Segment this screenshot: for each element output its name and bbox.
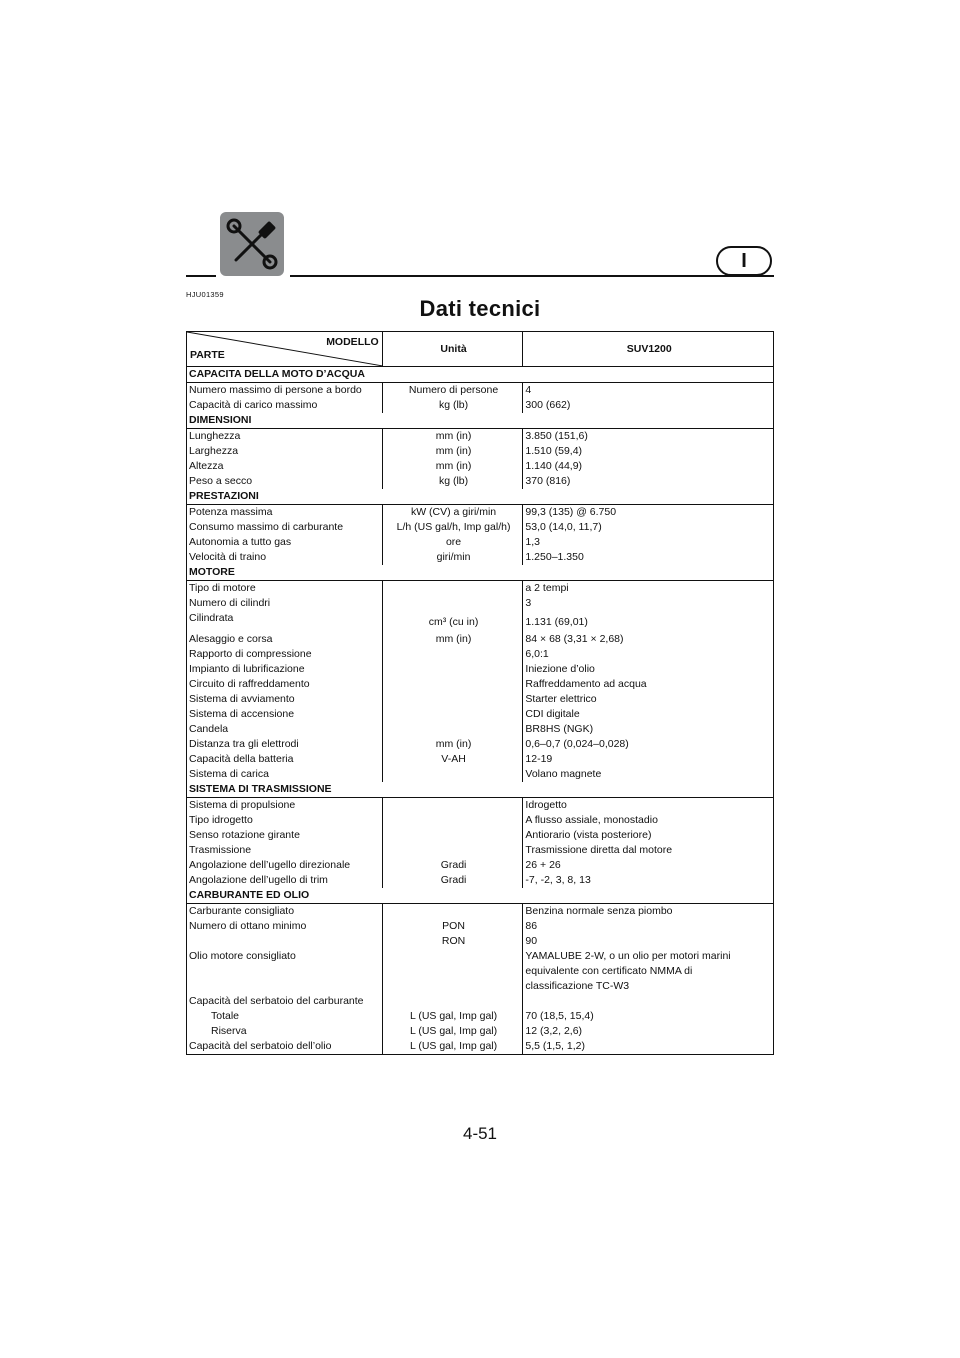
table-row <box>187 632 774 647</box>
spec-unit: L (US gal, Imp gal) <box>382 1039 523 1055</box>
table-row <box>187 692 774 707</box>
spec-value: 5,5 (1,5, 1,2) <box>523 1039 774 1055</box>
spec-value: a 2 tempi <box>523 581 774 597</box>
spec-part: Riserva <box>211 1025 247 1037</box>
section-title: PRESTAZIONI <box>187 489 774 505</box>
spec-part: Angolazione dell’ugello di trim <box>189 874 328 886</box>
spec-value: 12-19 <box>523 752 774 767</box>
spec-unit: Numero di persone <box>382 383 523 399</box>
spec-value: 12 (3,2, 2,6) <box>523 1024 774 1039</box>
spec-part: Consumo massimo di carburante <box>189 521 344 533</box>
language-badge: I <box>716 246 772 276</box>
spec-part: Capacità della batteria <box>189 753 294 765</box>
spec-unit <box>382 813 523 828</box>
table-header-row <box>187 332 774 367</box>
spec-part: Peso a secco <box>189 475 253 487</box>
table-row <box>187 798 774 814</box>
spec-part: Distanza tra gli elettrodi <box>189 738 299 750</box>
table-row <box>187 520 774 535</box>
spec-part: Lunghezza <box>189 430 241 442</box>
spec-table <box>186 331 774 1055</box>
table-row <box>187 459 774 474</box>
spec-value: 1,3 <box>523 535 774 550</box>
spec-value: 4 <box>523 383 774 399</box>
spec-value: 0,6–0,7 (0,024–0,028) <box>523 737 774 752</box>
table-row <box>187 737 774 752</box>
table-row <box>187 444 774 459</box>
table-row <box>187 767 774 782</box>
spec-part: Capacità di carico massimo <box>189 399 318 411</box>
section-title: CAPACITA DELLA MOTO D’ACQUA <box>187 367 774 383</box>
spec-unit: L (US gal, Imp gal) <box>382 1024 523 1039</box>
spec-value: 1.510 (59,4) <box>523 444 774 459</box>
section-header-row <box>187 413 774 429</box>
spec-unit: kg (lb) <box>382 398 523 413</box>
header-part-label: PARTE <box>190 349 225 361</box>
spec-part: Larghezza <box>189 445 239 457</box>
section-header-row <box>187 565 774 581</box>
spec-part: Candela <box>189 723 229 735</box>
header-rule-right <box>290 275 774 277</box>
spec-unit: mm (in) <box>382 632 523 647</box>
spec-unit <box>382 722 523 737</box>
spec-unit: L (US gal, Imp gal) <box>382 1009 523 1024</box>
table-row <box>187 813 774 828</box>
spec-part: Autonomia a tutto gas <box>189 536 292 548</box>
spec-value: 1.250–1.350 <box>523 550 774 565</box>
table-row <box>187 677 774 692</box>
header-unit: Unità <box>382 332 523 367</box>
spec-part: Velocità di traino <box>189 551 267 563</box>
section-title: MOTORE <box>187 565 774 581</box>
spec-value: Trasmissione diretta dal motore <box>523 843 774 858</box>
spec-part: Sistema di carica <box>189 768 269 780</box>
spec-unit: L/h (US gal/h, Imp gal/h) <box>382 520 523 535</box>
spec-value: 300 (662) <box>523 398 774 413</box>
section-title: CARBURANTE ED OLIO <box>187 888 774 904</box>
spec-value: CDI digitale <box>523 707 774 722</box>
spec-part: Senso rotazione girante <box>189 829 300 841</box>
section-header-row <box>187 782 774 798</box>
spec-unit: Gradi <box>382 873 523 888</box>
spec-unit: ore <box>382 535 523 550</box>
header-rule-left <box>186 275 216 277</box>
spec-unit <box>382 843 523 858</box>
spec-value: A flusso assiale, monostadio <box>523 813 774 828</box>
table-row <box>187 662 774 677</box>
spec-value: 84 × 68 (3,31 × 2,68) <box>523 632 774 647</box>
spec-value: 1.140 (44,9) <box>523 459 774 474</box>
table-row <box>187 647 774 662</box>
spec-unit <box>382 707 523 722</box>
spec-part: Sistema di propulsione <box>189 799 296 811</box>
spec-value: -7, -2, 3, 8, 13 <box>523 873 774 888</box>
spec-value: Iniezione d’olio <box>523 662 774 677</box>
spec-part: Carburante consigliato <box>189 905 295 917</box>
page-title: Dati tecnici <box>419 296 541 321</box>
spec-value: Benzina normale senza piombo <box>523 904 774 920</box>
spec-part: Impianto di lubrificazione <box>189 663 305 675</box>
table-row <box>187 1024 774 1039</box>
spec-unit: kg (lb) <box>382 474 523 489</box>
table-row <box>187 581 774 597</box>
spec-value: 1.131 (69,01) <box>523 611 774 632</box>
table-row <box>187 873 774 888</box>
spec-part: Angolazione dell’ugello direzionale <box>189 859 351 871</box>
spec-unit <box>382 904 523 920</box>
spec-part: Sistema di accensione <box>189 708 295 720</box>
spec-part: Altezza <box>189 460 224 472</box>
spec-unit <box>382 767 523 782</box>
spec-value: YAMALUBE 2-W, o un olio per motori marini equivalente con certificato NMMA di classificazione TC-W3 <box>523 949 774 994</box>
spec-unit <box>382 994 523 1009</box>
table-row <box>187 398 774 413</box>
spec-unit: mm (in) <box>382 444 523 459</box>
header-diagonal-cell <box>187 332 383 367</box>
spec-part: Tipo idrogetto <box>189 814 253 826</box>
spec-value: 70 (18,5, 15,4) <box>523 1009 774 1024</box>
spec-unit <box>382 692 523 707</box>
table-row <box>187 383 774 399</box>
table-row <box>187 611 774 632</box>
spec-unit <box>382 647 523 662</box>
document-code: HJU01359 <box>186 290 224 299</box>
section-header-row <box>187 367 774 383</box>
spec-value: 99,3 (135) @ 6.750 <box>523 505 774 521</box>
section-header-row <box>187 888 774 904</box>
spec-value: Raffreddamento ad acqua <box>523 677 774 692</box>
table-row <box>187 1039 774 1055</box>
spec-unit: cm³ (cu in) <box>382 611 523 632</box>
spec-part: Alesaggio e corsa <box>189 633 273 645</box>
header-model-name: SUV1200 <box>523 332 774 367</box>
table-row <box>187 752 774 767</box>
spec-part: Cilindrata <box>189 612 234 624</box>
section-title: DIMENSIONI <box>187 413 774 429</box>
spec-unit: mm (in) <box>382 737 523 752</box>
spec-value: BR8HS (NGK) <box>523 722 774 737</box>
table-row <box>187 505 774 521</box>
spec-value <box>523 994 774 1009</box>
page-number: 4-51 <box>462 1124 498 1143</box>
spec-unit <box>382 949 523 994</box>
table-row <box>187 949 774 994</box>
spec-part: Capacità del serbatoio dell’olio <box>189 1040 332 1052</box>
spec-unit: mm (in) <box>382 459 523 474</box>
spec-unit: mm (in) <box>382 429 523 445</box>
table-row <box>187 1009 774 1024</box>
spec-unit <box>382 662 523 677</box>
spec-part: Olio motore consigliato <box>189 950 296 962</box>
table-row <box>187 707 774 722</box>
header-model-label: MODELLO <box>326 336 379 348</box>
spec-unit <box>382 677 523 692</box>
spec-value: 370 (816) <box>523 474 774 489</box>
table-row <box>187 994 774 1009</box>
spec-part: Numero di cilindri <box>189 597 271 609</box>
spec-unit: giri/min <box>382 550 523 565</box>
spec-part: Numero di ottano minimo <box>189 920 307 932</box>
spec-part: Numero massimo di persone a bordo <box>189 384 362 396</box>
table-row <box>187 474 774 489</box>
spec-unit: kW (CV) a giri/min <box>382 505 523 521</box>
spec-value: Volano magnete <box>523 767 774 782</box>
section-header-row <box>187 489 774 505</box>
table-row <box>187 550 774 565</box>
tools-icon <box>220 212 284 276</box>
spec-unit <box>382 581 523 597</box>
spec-part: Potenza massima <box>189 506 273 518</box>
spec-unit <box>382 596 523 611</box>
section-title: SISTEMA DI TRASMISSIONE <box>187 782 774 798</box>
table-row <box>187 828 774 843</box>
spec-value: 3.850 (151,6) <box>523 429 774 445</box>
spec-table-body <box>187 367 774 1055</box>
spec-unit: PON RON <box>382 919 523 949</box>
spec-value: Starter elettrico <box>523 692 774 707</box>
spec-part: Trasmissione <box>189 844 252 856</box>
table-row <box>187 843 774 858</box>
spec-value: 6,0:1 <box>523 647 774 662</box>
table-row <box>187 722 774 737</box>
spec-unit <box>382 828 523 843</box>
spec-unit: V-AH <box>382 752 523 767</box>
spec-value: 53,0 (14,0, 11,7) <box>523 520 774 535</box>
spec-value: 26 + 26 <box>523 858 774 873</box>
table-row <box>187 535 774 550</box>
table-row <box>187 904 774 920</box>
spec-value: 3 <box>523 596 774 611</box>
table-row <box>187 858 774 873</box>
table-row <box>187 919 774 949</box>
spec-value: Antiorario (vista posteriore) <box>523 828 774 843</box>
spec-value: Idrogetto <box>523 798 774 814</box>
spec-part: Tipo di motore <box>189 582 256 594</box>
spec-unit: Gradi <box>382 858 523 873</box>
spec-value: 86 90 <box>523 919 774 949</box>
spec-part: Sistema di avviamento <box>189 693 295 705</box>
spec-unit <box>382 798 523 814</box>
spec-part: Capacità del serbatoio del carburante <box>189 995 364 1007</box>
table-row <box>187 596 774 611</box>
table-row <box>187 429 774 445</box>
spec-part: Totale <box>211 1010 240 1022</box>
spec-part: Circuito di raffreddamento <box>189 678 310 690</box>
spec-part: Rapporto di compressione <box>189 648 312 660</box>
